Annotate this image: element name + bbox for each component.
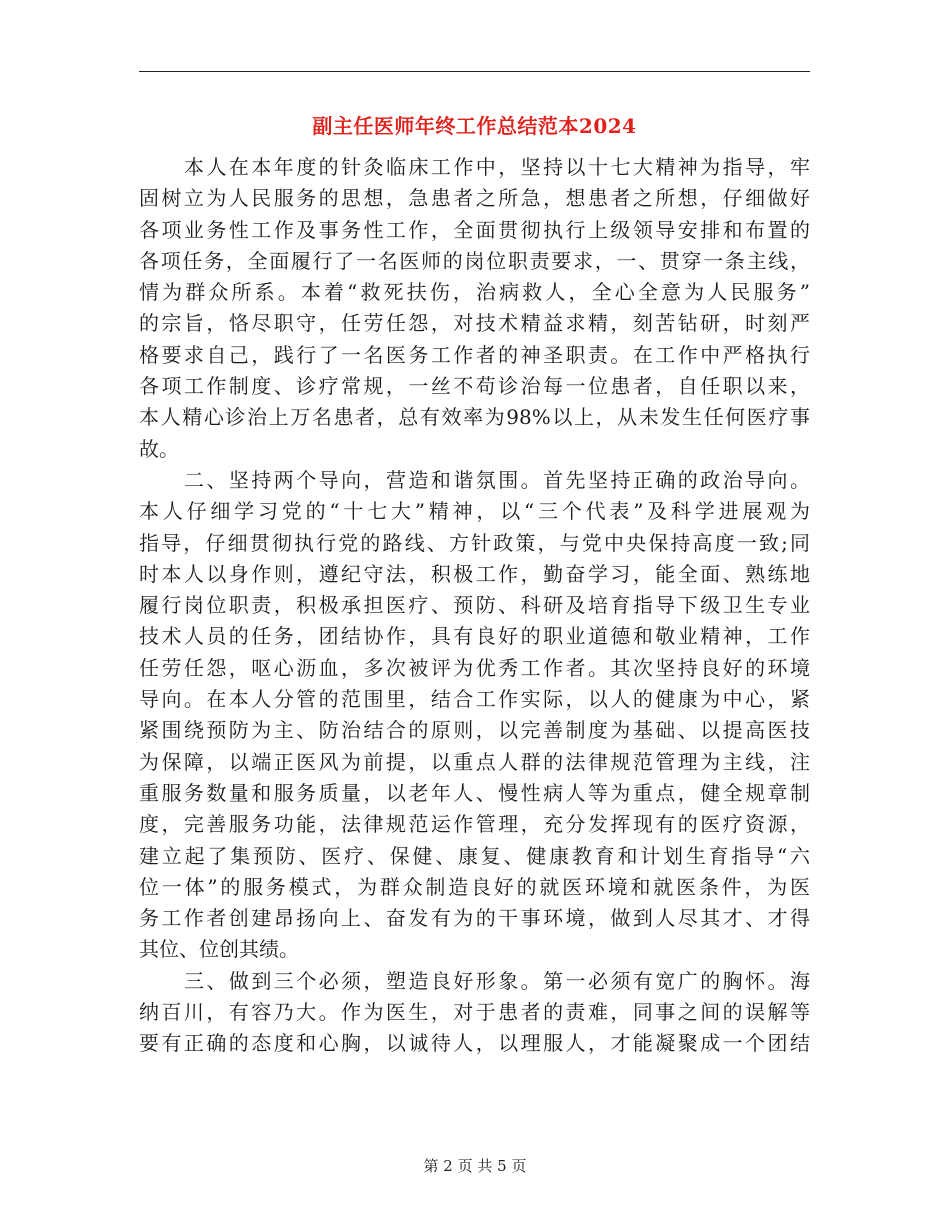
paragraph-2-line: 其位、位创其绩。 bbox=[139, 937, 299, 962]
paragraph-1-line: 故。 bbox=[139, 436, 179, 461]
page-number-footer: 第 2 页 共 5 页 bbox=[423, 1157, 527, 1175]
paragraph-1-line: 固树立为人民服务的思想，急患者之所急，想患者之所想，仔细做好 bbox=[139, 186, 810, 211]
paragraph-2-line: 度，完善服务功能，法律规范运作管理，充分发挥现有的医疗资源， bbox=[139, 812, 810, 837]
paragraph-2-line: 技术人员的任务，团结协作，具有良好的职业道德和敬业精神，工作 bbox=[139, 624, 810, 649]
paragraph-1-line: 各项业务性工作及事务性工作，全面贯彻执行上级领导安排和布置的 bbox=[139, 217, 810, 242]
paragraph-3-line: 要有正确的态度和心胸，以诚待人，以理服人，才能凝聚成一个团结 bbox=[139, 1031, 810, 1056]
paragraph-2-line: 紧围绕预防为主、防治结合的原则，以完善制度为基础、以提高医技 bbox=[139, 718, 810, 743]
paragraph-2-line: 导向。在本人分管的范围里，结合工作实际，以人的健康为中心，紧 bbox=[139, 687, 810, 712]
paragraph-1-line: 各项工作制度、诊疗常规，一丝不苟诊治每一位患者，自任职以来， bbox=[139, 374, 810, 399]
paragraph-2-line: 二、坚持两个导向，营造和谐氛围。首先坚持正确的政治导向。 bbox=[184, 467, 810, 492]
paragraph-2-line: 为保障，以端正医风为前提，以重点人群的法律规范管理为主线，注 bbox=[139, 749, 810, 774]
paragraph-2-line: 指导，仔细贯彻执行党的路线、方针政策，与党中央保持高度一致;同 bbox=[139, 530, 810, 555]
paragraph-1-line: 情为群众所系。本着“救死扶伤，治病救人，全心全意为人民服务” bbox=[139, 280, 810, 305]
paragraph-2-line: 务工作者创建昂扬向上、奋发有为的干事环境，做到人尽其才、才得 bbox=[139, 906, 810, 931]
paragraph-1-line: 的宗旨，恪尽职守，任劳任怨，对技术精益求精，刻苦钻研，时刻严 bbox=[139, 311, 810, 336]
paragraph-2-line: 位一体”的服务模式，为群众制造良好的就医环境和就医条件，为医 bbox=[139, 874, 810, 899]
paragraph-1-line: 各项任务，全面履行了一名医师的岗位职责要求，一、贯穿一条主线， bbox=[139, 248, 810, 273]
paragraph-2-line: 建立起了集预防、医疗、保健、康复、健康教育和计划生育指导“六 bbox=[139, 843, 810, 868]
paragraph-3-line: 纳百川，有容乃大。作为医生，对于患者的责难，同事之间的误解等 bbox=[139, 1000, 810, 1025]
header-rule bbox=[139, 71, 810, 72]
paragraph-2-line: 履行岗位职责，积极承担医疗、预防、科研及培育指导下级卫生专业 bbox=[139, 593, 810, 618]
document-title: 副主任医师年终工作总结范本2024 bbox=[312, 114, 637, 138]
paragraph-1-line: 格要求自己，践行了一名医务工作者的神圣职责。在工作中严格执行 bbox=[139, 342, 810, 367]
document-body bbox=[139, 152, 810, 1060]
paragraph-2-line: 重服务数量和服务质量，以老年人、慢性病人等为重点，健全规章制 bbox=[139, 780, 810, 805]
paragraph-1-line: 本人精心诊治上万名患者，总有效率为98%以上，从未发生任何医疗事 bbox=[139, 405, 810, 430]
paragraph-2-line: 时本人以身作则，遵纪守法，积极工作，勤奋学习，能全面、熟练地 bbox=[139, 561, 810, 586]
paragraph-2-line: 本人仔细学习党的“十七大”精神，以“三个代表”及科学进展观为 bbox=[139, 499, 810, 524]
paragraph-3-line: 三、做到三个必须，塑造良好形象。第一必须有宽广的胸怀。海 bbox=[184, 968, 810, 993]
paragraph-2-line: 任劳任怨，呕心沥血，多次被评为优秀工作者。其次坚持良好的环境 bbox=[139, 655, 810, 680]
paragraph-1-line: 本人在本年度的针灸临床工作中，坚持以十七大精神为指导，牢 bbox=[184, 155, 810, 179]
